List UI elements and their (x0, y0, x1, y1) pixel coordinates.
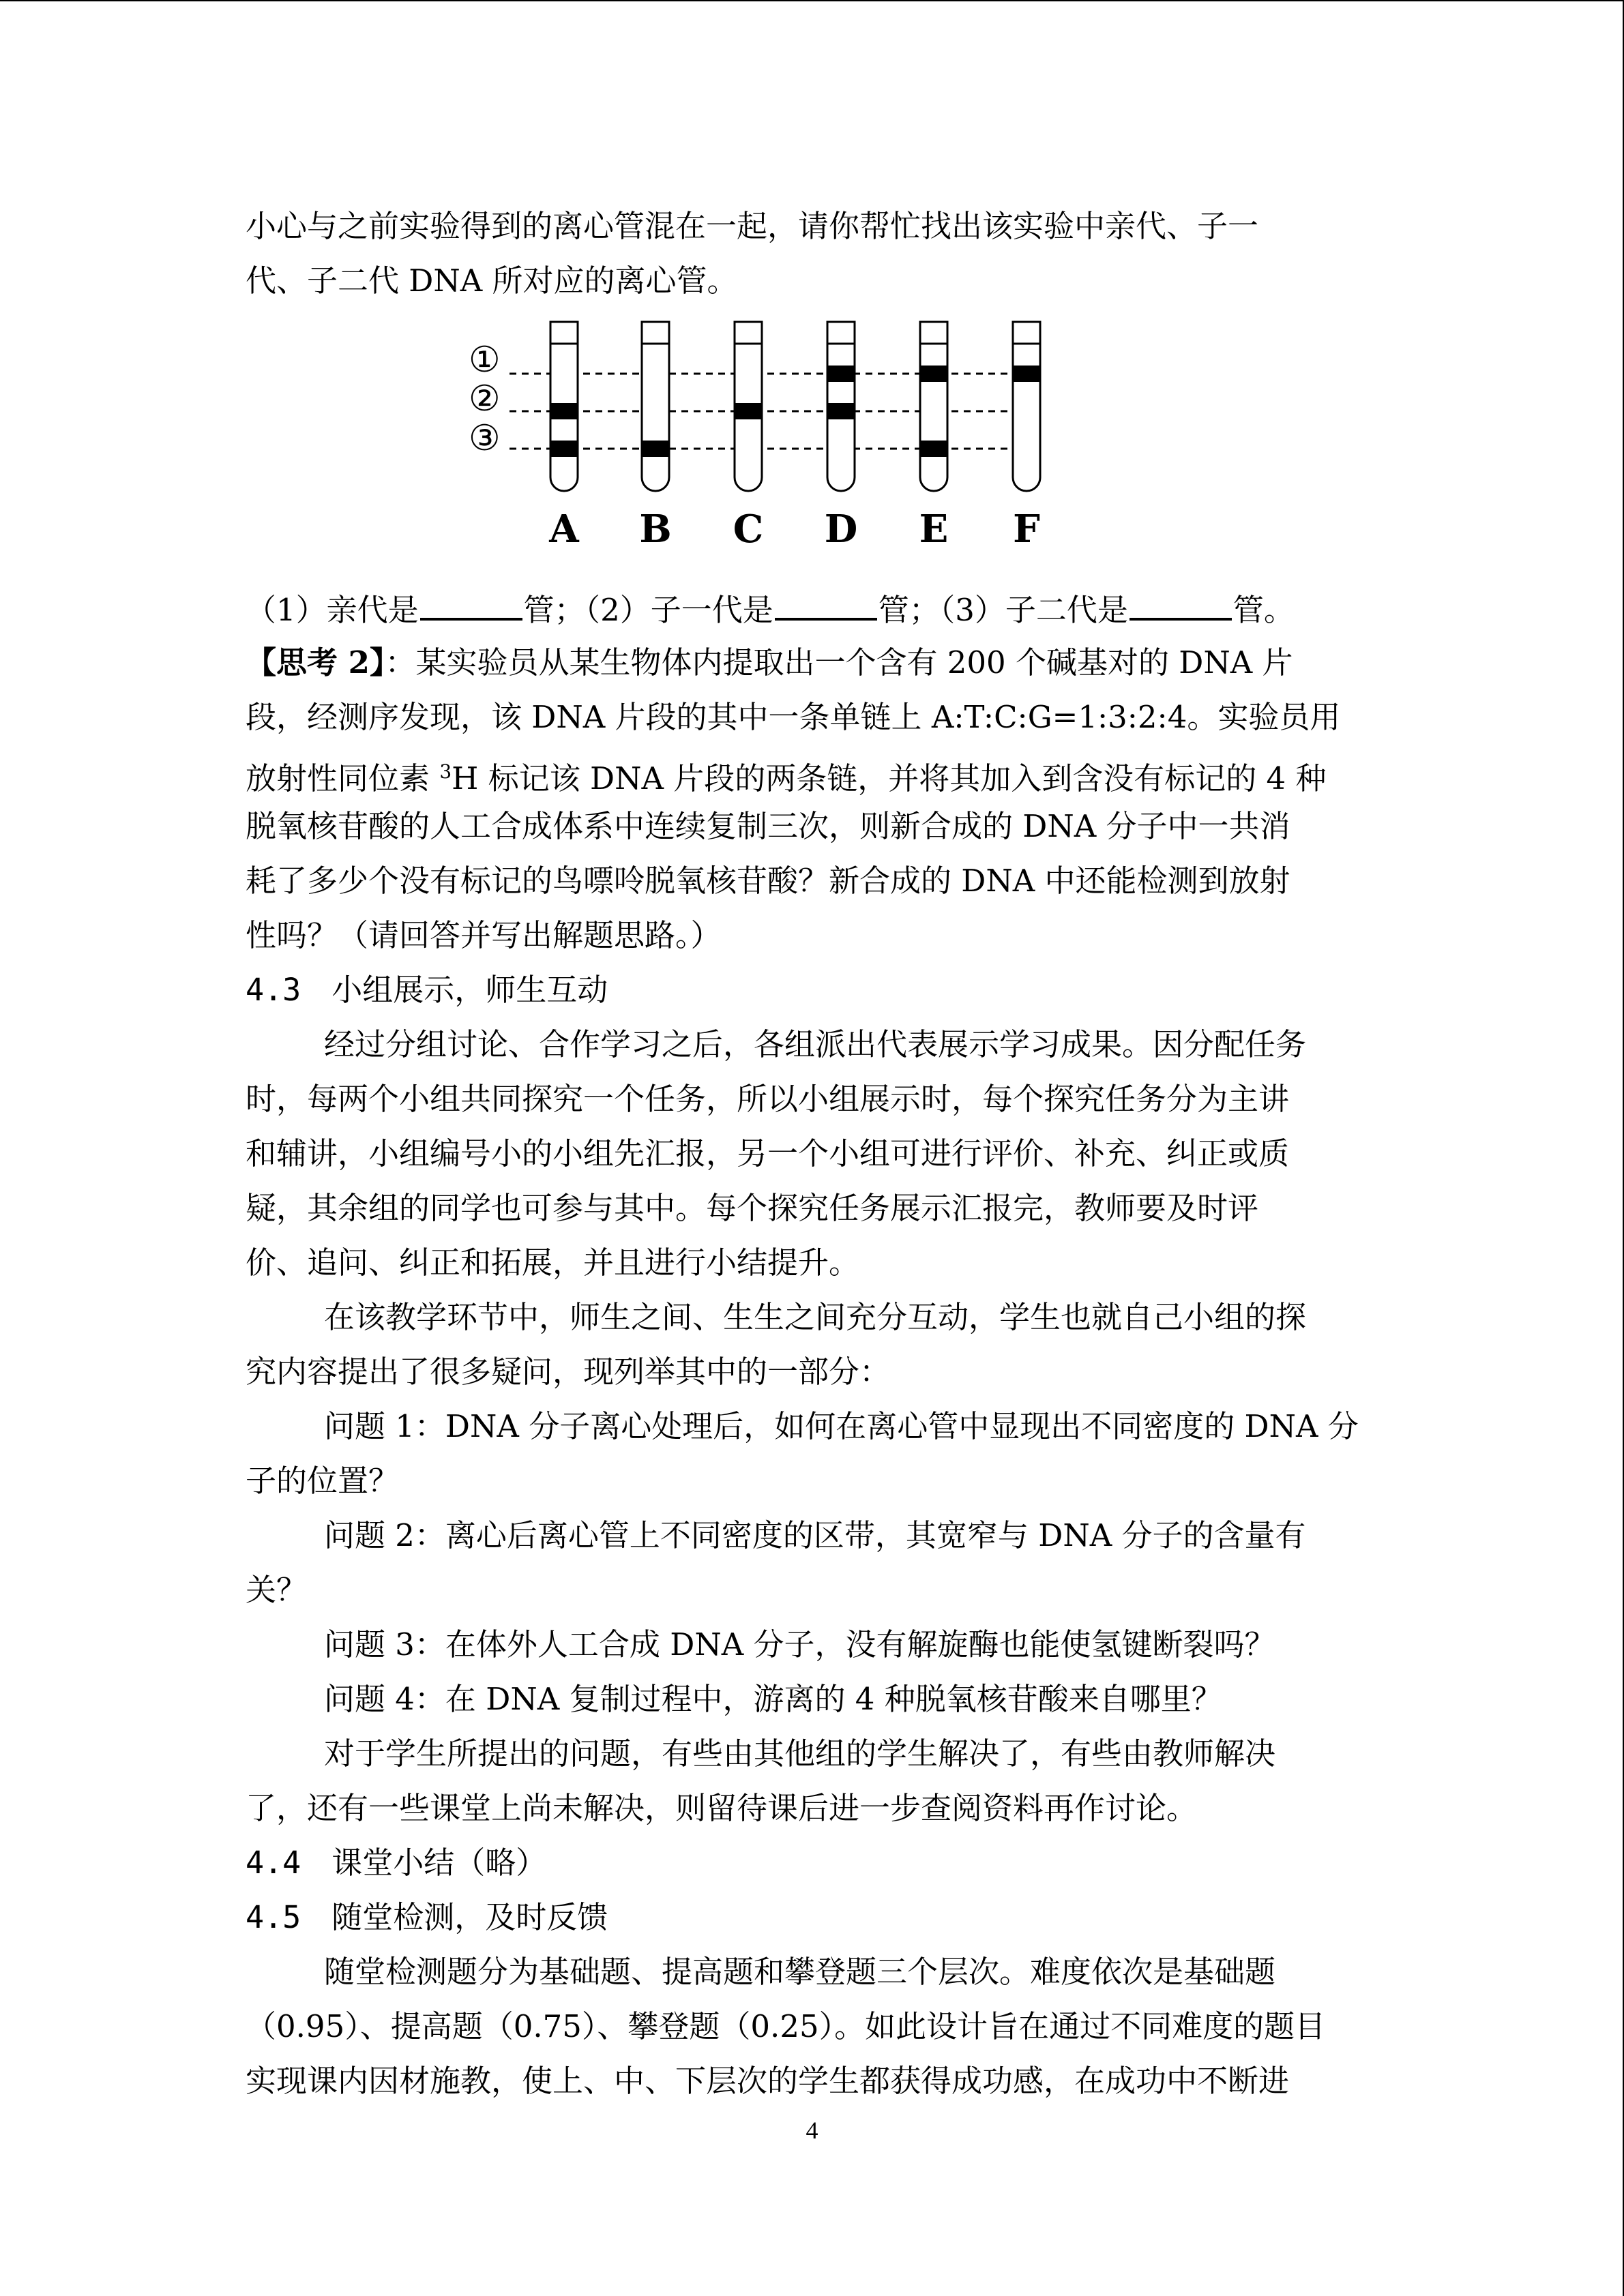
question-2-line-1: 问题 2：离心后离心管上不同密度的区带，其宽窄与 DNA 分子的含量有 (324, 1517, 1306, 1553)
answer-blank-f1[interactable] (775, 588, 877, 621)
section-4-3-p2-line-2: 究内容提出了很多疑问，现列举其中的一部分： (246, 1354, 891, 1390)
section-4-3-p3-line-2: 了，还有一些课堂上尚未解决，则留待课后进一步查阅资料再作讨论。 (246, 1790, 1198, 1826)
centrifuge-tubes-diagram (454, 314, 1067, 552)
tube-a (550, 322, 578, 491)
question-1-line-1: 问题 1：DNA 分子离心处理后，如何在离心管中显现出不同密度的 DNA 分 (324, 1408, 1359, 1444)
think2-line-3 (246, 751, 1391, 799)
page-number: 4 (806, 2117, 818, 2144)
tube-f-band-1 (1013, 366, 1040, 382)
tube-label-e: E (919, 507, 949, 552)
section-4-5-p1-line-2: （0.95）、提高题（0.75）、攀登题（0.25）。如此设计旨在通过不同难度的题目 (246, 2008, 1326, 2044)
answer-blank-f2[interactable] (1130, 588, 1232, 621)
section-4-3-p1-line-4: 疑，其余组的同学也可参与其中。每个探究任务展示汇报完，教师要及时评 (246, 1190, 1259, 1226)
tube-b (642, 322, 669, 491)
think2-line-2: 段，经测序发现，该 DNA 片段的其中一条单链上 A:T:C:G=1:3:2:4。实验员用 (246, 699, 1341, 735)
think2-line-5: 耗了多少个没有标记的鸟嘌呤脱氧核苷酸？新合成的 DNA 中还能检测到放射 (246, 863, 1290, 899)
tube-c-band-2 (735, 403, 762, 419)
section-4-3-p1-line-2: 时，每两个小组共同探究一个任务，所以小组展示时，每个探究任务分为主讲 (246, 1081, 1290, 1117)
tube-label-d: D (824, 507, 858, 552)
tube-c (735, 322, 762, 491)
answer-blank-parent[interactable] (420, 588, 522, 621)
tube-d-band-2 (827, 403, 855, 419)
question-3: 问题 3：在体外人工合成 DNA 分子，没有解旋酶也能使氢键断裂吗？ (324, 1626, 1275, 1663)
think2-line-6: 性吗？（请回答并写出解题思路。） (246, 917, 722, 953)
tube-e-band-3 (920, 441, 947, 457)
question-blanks-line (246, 588, 1391, 631)
tube-d (827, 322, 855, 491)
section-4-3-p1-line-3: 和辅讲，小组编号小的小组先汇报，另一个小组可进行评价、补充、纠正或质 (246, 1135, 1290, 1172)
think2-line-4: 脱氧核苷酸的人工合成体系中连续复制三次，则新合成的 DNA 分子中一共消 (246, 808, 1290, 844)
band-label-2: ② (469, 378, 501, 419)
section-4-3-heading: 4.3 小组展示，师生互动 (246, 972, 608, 1008)
question-2-line-2: 关？ (246, 1572, 308, 1608)
tube-b-band-3 (642, 441, 669, 457)
tube-label-b: B (639, 507, 672, 552)
intro-line-2: 代、子二代 DNA 所对应的离心管。 (246, 263, 738, 299)
tube-label-c: C (733, 507, 764, 552)
section-4-4-heading: 4.4 课堂小结（略） (246, 1845, 547, 1881)
think2-label: 【思考 2】 (246, 644, 385, 681)
think2-line-3-post: H 标记该 DNA 片段的两条链，并将其加入到含没有标记的 4 种 (452, 760, 1327, 796)
section-4-5-p1-line-3: 实现课内因材施教，使上、中、下层次的学生都获得成功感，在成功中不断进 (246, 2063, 1290, 2099)
intro-line-1: 小心与之前实验得到的离心管混在一起，请你帮忙找出该实验中亲代、子一 (246, 208, 1259, 244)
tube-a-band-2 (550, 403, 578, 419)
section-4-3-p2-line-1: 在该教学环节中，师生之间、生生之间充分互动，学生也就自己小组的探 (324, 1299, 1307, 1335)
question-part-2: 管；（2）子一代是 (523, 592, 773, 628)
think2-line-3-pre: 放射性同位素 (246, 760, 440, 796)
band-label-1: ① (469, 340, 501, 381)
section-4-5-heading: 4.5 随堂检测，及时反馈 (246, 1899, 608, 1935)
section-4-5-p1-line-1: 随堂检测题分为基础题、提高题和攀登题三个层次。难度依次是基础题 (324, 1954, 1276, 1990)
tube-label-f: F (1013, 507, 1040, 552)
centrifuge-tube-figure (454, 314, 1067, 552)
section-4-3-p3-line-1: 对于学生所提出的问题，有些由其他组的学生解决了，有些由教师解决 (324, 1735, 1276, 1772)
section-4-3-p1-line-1: 经过分组讨论、合作学习之后，各组派出代表展示学习成果。因分配任务 (324, 1026, 1307, 1062)
question-part-3: 管；（3）子二代是 (878, 592, 1128, 628)
tube-a-band-3 (550, 441, 578, 457)
question-part-1: （1）亲代是 (246, 592, 419, 628)
tube-f (1013, 322, 1040, 491)
question-1-line-2: 子的位置？ (246, 1463, 400, 1499)
question-4: 问题 4：在 DNA 复制过程中，游离的 4 种脱氧核苷酸来自哪里？ (324, 1681, 1222, 1717)
tube-e (920, 322, 947, 491)
tube-e-band-1 (920, 366, 947, 382)
band-label-3: ③ (469, 418, 501, 459)
tube-d-band-1 (827, 366, 855, 382)
think2-line-1 (246, 642, 1391, 683)
tube-label-a: A (549, 507, 579, 552)
section-4-3-p1-line-5: 价、追问、纠正和拓展，并且进行小结提升。 (246, 1244, 860, 1281)
think2-line-1-text: ：某实验员从某生物体内提取出一个含有 200 个碱基对的 DNA 片 (385, 644, 1293, 681)
question-part-4: 管。 (1232, 592, 1295, 628)
tritium-superscript: 3 (439, 760, 452, 783)
